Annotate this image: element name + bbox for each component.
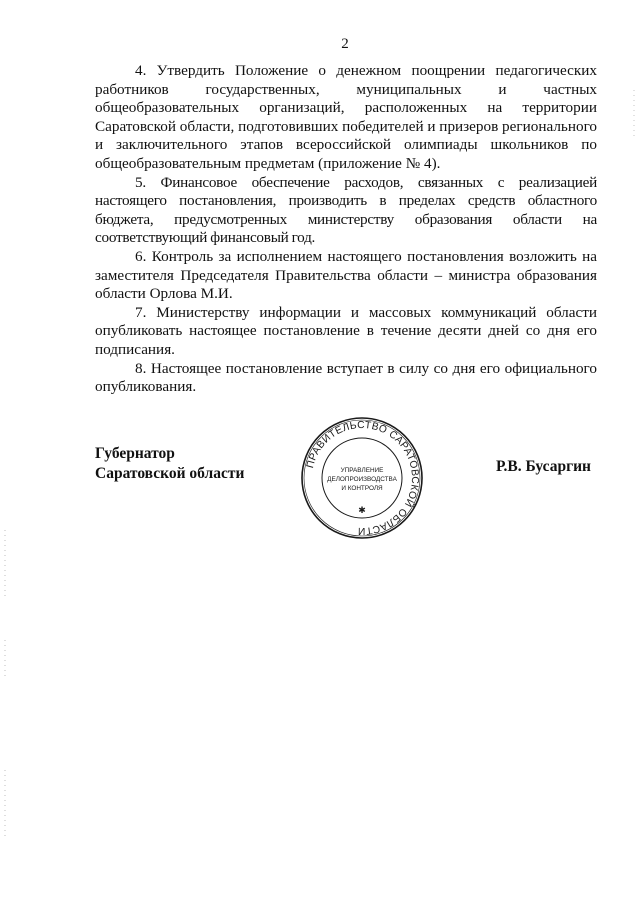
paragraph-6: 6. Контроль за исполнением настоящего постановления возложить на заместителя Председателя Правительства области – министра образования области Орлова М.И. xyxy=(95,247,597,303)
signatory-title-line-2: Саратовской области xyxy=(95,465,245,482)
paragraph-4: 4. Утвердить Положение о денежном поощрении педагогических работников государственных, муниципальных и частных общеобразовательных организаций, расположенных на территории Саратовской области, подготовивших победителей и призеров регионального и заключительного этапов всероссийской олимпиады школьников по общеобразовательным предметам (приложение № 4). xyxy=(95,62,598,172)
paragraph-7: 7. Министерству информации и массовых коммуникаций области опубликовать настоящее постановление в течение десяти дней со дня его подписания. xyxy=(95,303,597,358)
seal-star-icon: ✱ xyxy=(358,506,366,516)
right-margin-scan-marks xyxy=(632,0,636,905)
signatory-title-line-1: Губернатор xyxy=(95,445,175,462)
seal-ring-text: ПРАВИТЕЛЬСТВО САРАТОВСКОЙ ОБЛАСТИ xyxy=(305,419,421,537)
document-body xyxy=(95,62,597,397)
paragraph-8: 8. Настоящее постановление вступает в силу со дня его официального опубликования. xyxy=(95,359,597,396)
seal-center-line-3: И КОНТРОЛЯ xyxy=(341,485,383,492)
left-margin-scan-marks xyxy=(3,0,7,905)
seal-center-line-2: ДЕЛОПРОИЗВОДСТВА xyxy=(327,476,397,483)
signatory-title xyxy=(95,444,244,484)
paragraph-5: 5. Финансовое обеспечение расходов, связанных с реализацией настоящего постановления, производить в пределах средств областного бюджета, предусмотренных министерству образования области на соответствующий финансовый год. xyxy=(95,173,597,247)
seal-graphic xyxy=(300,416,424,540)
signatory-name: Р.В. Бусаргин xyxy=(496,458,591,475)
seal-center-line-1: УПРАВЛЕНИЕ xyxy=(340,467,384,474)
page-number: 2 xyxy=(341,36,349,52)
official-seal xyxy=(300,416,424,540)
